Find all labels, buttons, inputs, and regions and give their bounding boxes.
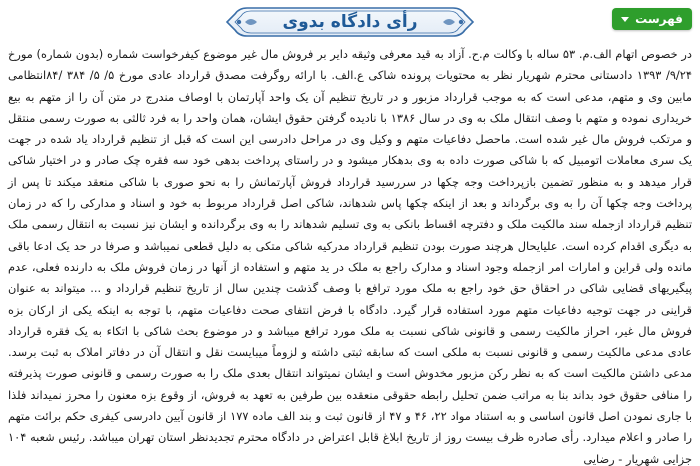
page-title: رأی دادگاه بدوی	[282, 12, 418, 32]
title-banner	[225, 6, 475, 38]
chevron-down-icon	[621, 17, 629, 22]
contents-menu-button[interactable]	[612, 8, 692, 30]
contents-menu-label: فهرست	[635, 12, 683, 26]
header	[0, 0, 700, 40]
ruling-text: در خصوص اتهام الف.م. ۵۳ ساله با وکالت م.ح. آزاد به قید معرفی وثیقه دایر بر فروش مال غیر موضوع کیفرخواست شماره (بدون شماره) مورخ ۹/۲۴/ ۱۳۹۳ دادستانی محترم شهریار نظر به محتویات پرونده شاکی ع.الف. با ارائه روگرفت مصدق قرارداد عادی مورخ ۵/ ۵/ ۳۸۴ /۸۴انتظامی مابین وی و متهم، مدعی است که به موجب قرارداد مزبور و در تاریخ تنظیم آن یک واحد آپارتمان با اوصاف مندرج در متن آن را از متهم به بیع خریداری نموده و متهم با وصف انتقال ملک به وی در سال ۱۳۸۶ با نادیده گرفتن حقوق ایشان، همان واحد را به فرد ثالثی به صورت رسمی منتقل و مرتکب فروش مال غیر شده است. ماحصل دفاعیات متهم و وکیل وی در مراحل دادرسی این است که قبل از تنظیم قرارداد یاد شده در جهت یک سری معاملات اتومبیل که با شاکی صورت داده به وی بدهکار میشود و در راستای پرداخت بدهی خود سه فقره چک صادر و در اختیار شاکی قرار میدهد و به منظور تضمین بازپرداخت وجه چکها در سررسید قرارداد فروش آپارتمانش را به نحو صوری با شاکی منعقد میکند تا پس از پرداخت وجه چکها آن را به وی برگرداند و بعد از اینکه چکها پاس شدهاند، شاکی اصل قرارداد مربوط به خود و اسناد و مدارکی را که در زمان تنظیم قرارداد ازجمله سند مالکیت ملک و دفترچه اقساط بانکی به وی تسلیم شدهاند را به وی برگردانده و ایشان نیز نسبت به انتقال رسمی ملک به دیگری اقدام کرده است. علیایحال هرچند صورت بودن تنظیم قرارداد مدرکیه شاکی متکی به دلیل قطعی نمیباشد و صرفا در حد یک ادعا باقی مانده ولی قراین و امارات امر ازجمله وجود اسناد و مدارک راجع به ملک در ید متهم و استفاده از آنها در زمان فروش ملک به دارنده فعلی، عدم پیگیریهای قضایی شاکی در احقاق حق خود راجع به ملک مورد ترافع با وصف گذشت چندین سال از تاریخ تنظیم قرارداد و ... میتواند به عنوان قراینی در جهت توجیه دفاعیات متهم مورد استفاده قرار گیرد. دادگاه با فرض انتفای صحت دفاعیات متهم، با توجه به اینکه یکی از ارکان بزه فروش مال غیر، احراز مالکیت رسمی و قانونی شاکی نسبت به ملک مورد ترافع میباشد و در موضوع بحث شاکی با اتکاء به یک فقره قرارداد عادی مدعی مالکیت رسمی و قانونی نسبت به ملکی است که سابقه ثبتی داشته و لزوماً میبایست نقل و انتقال آن در دفاتر املاک به ثبت برسد. مدعی داشتن مالکیت است که به نظر رکن مزبور مخدوش است و ایشان نمیتواند انتقال بعدی ملک را به صورت رسمی و قانونی صورت پذیرفته را منافی حقوق خود بداند بنا به مراتب ضمن تحلیل رابطه حقوقی منعقده بین طرفین به تعهد به فروش، از وقوع بزه معنون را محرز نمیداند فلذا با جاری نمودن اصل قانون اساسی و به استناد مواد ۲۲، ۴۶ و ۴۷ از قانون ثبت و بند الف ماده ۱۷۷ از قانون آیین دادرسی کیفری حکم برائت متهم را صادر و اعلام میدارد. رأی صادره ظرف بیست روز از تاریخ ابلاغ قابل اعتراض در دادگاه محترم تجدیدنظر استان تهران میباشد. رئیس شعبه ۱۰۴ جزایی شهریار - رضایی	[8, 47, 693, 466]
